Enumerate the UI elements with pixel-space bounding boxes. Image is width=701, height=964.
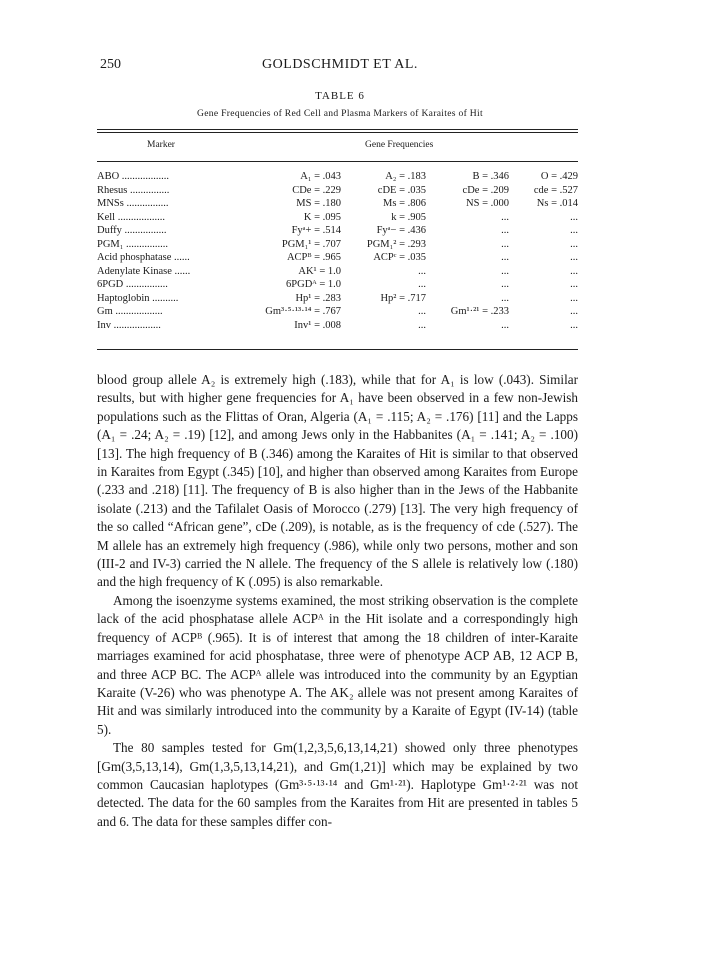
table-row bbox=[97, 184, 578, 198]
frequency-cell: B = .346 bbox=[472, 171, 509, 182]
frequency-cell: A₁ = .043 bbox=[300, 171, 341, 182]
frequency-cell: cDE = .035 bbox=[377, 184, 426, 196]
frequency-cell: ... bbox=[570, 292, 578, 304]
frequency-cell: 6PGDᴬ = 1.0 bbox=[286, 279, 341, 290]
marker-cell: Kell .................. bbox=[97, 211, 165, 223]
frequency-cell: ... bbox=[501, 279, 509, 290]
frequency-cell: ... bbox=[570, 319, 578, 331]
paragraph-3: The 80 samples tested for Gm(1,2,3,5,6,13,14,21) showed only three phenotypes [Gm(3,5,13,14), Gm(1,3,5,13,14,21), and Gm(1,21)] which may be explained by two common Caucasian haplotypes (Gm³·⁵·¹³·¹⁴ and Gm¹·²¹). Haplotype Gm¹·²·²¹ was not detected. The data for the 60 samples from the Karaites from Hit are presented in tables 5 and 6. The data for these samples differ con- bbox=[97, 740, 578, 829]
frequency-cell: Fyᵃ− = .436 bbox=[376, 225, 426, 236]
frequency-cell: AK¹ = 1.0 bbox=[298, 265, 341, 277]
frequency-cell: PGM₁¹ = .707 bbox=[281, 238, 341, 250]
frequency-cell: Gm¹·²¹ = .233 bbox=[450, 306, 509, 317]
table-row bbox=[97, 197, 578, 211]
frequency-cell: ... bbox=[418, 265, 426, 277]
marker-cell: Rhesus ............... bbox=[97, 184, 170, 196]
marker-cell: Haptoglobin .......... bbox=[97, 292, 179, 304]
marker-cell: ABO .................. bbox=[97, 171, 170, 182]
marker-cell: PGM₁ ................ bbox=[97, 238, 169, 250]
page-header bbox=[100, 57, 580, 77]
marker-cell: Adenylate Kinase ...... bbox=[97, 265, 191, 277]
frequency-cell: MS = .180 bbox=[296, 198, 341, 209]
marker-cell: MNSs ................ bbox=[97, 198, 169, 209]
table-row bbox=[97, 251, 578, 265]
marker-cell: Duffy ................ bbox=[97, 225, 167, 236]
table-top-rule-2 bbox=[97, 132, 578, 133]
column-header-gene-frequencies: Gene Frequencies bbox=[365, 140, 434, 150]
paragraph-2: Among the isoenzyme systems examined, the most striking observation is the complete lack of the acid phosphatase allele ACPᴬ in the Hit isolate and a correspondingly high frequency of ACPᴮ (.965). It is of interest that among the 18 children of inter-Karaite marriages examined for acid phosphatase, three were of phenotype ACP AB, 12 ACP B, and three ACP BC. The ACPᴬ allele was introduced into the community by an Egyptian Karaite (V-26) who was phenotype A. The AK₂ allele was not present among Karaites of Hit and was similarly introduced into the community by a Karaite of Egypt (IV-14) (table 5). bbox=[97, 592, 578, 737]
frequency-cell: ... bbox=[570, 252, 578, 263]
table-row bbox=[97, 265, 578, 279]
frequency-cell: Fyᵃ+ = .514 bbox=[291, 225, 341, 236]
marker-cell: 6PGD ................ bbox=[97, 279, 168, 290]
frequency-cell: k = .905 bbox=[391, 211, 426, 223]
frequency-cell: ... bbox=[570, 265, 578, 277]
table-row bbox=[97, 278, 578, 292]
frequency-cell: ... bbox=[570, 211, 578, 223]
frequency-cell: K = .095 bbox=[303, 211, 341, 223]
frequency-cell: cde = .527 bbox=[533, 184, 578, 196]
table-label: TABLE 6 bbox=[315, 90, 365, 102]
table-row bbox=[97, 238, 578, 252]
frequency-cell: O = .429 bbox=[540, 171, 578, 182]
frequency-cell: ... bbox=[418, 319, 426, 331]
table-header-rule bbox=[97, 161, 578, 162]
frequency-cell: CDe = .229 bbox=[292, 184, 341, 196]
frequency-cell: ACPᶜ = .035 bbox=[373, 252, 426, 263]
frequency-cell: A₂ = .183 bbox=[385, 171, 426, 182]
marker-cell: Acid phosphatase ...... bbox=[97, 252, 190, 263]
table-top-rule bbox=[97, 129, 578, 130]
frequency-cell: ... bbox=[418, 279, 426, 290]
frequency-cell: Hp¹ = .283 bbox=[295, 292, 341, 304]
frequency-cell: ... bbox=[501, 252, 509, 263]
table-bottom-rule bbox=[97, 349, 578, 350]
frequency-cell: ... bbox=[501, 211, 509, 223]
frequency-cell: ... bbox=[501, 225, 509, 236]
gene-frequency-table bbox=[97, 170, 578, 332]
frequency-cell: ... bbox=[501, 292, 509, 304]
frequency-cell: ... bbox=[501, 319, 509, 331]
frequency-cell: Ns = .014 bbox=[536, 198, 578, 209]
column-header-marker: Marker bbox=[147, 140, 175, 150]
table-row bbox=[97, 305, 578, 319]
frequency-cell: Ms = .806 bbox=[383, 198, 426, 209]
running-head: GOLDSCHMIDT ET AL. bbox=[262, 57, 418, 72]
frequency-cell: cDe = .209 bbox=[462, 184, 509, 196]
frequency-cell: Gm³·⁵·¹³·¹⁴ = .767 bbox=[265, 306, 341, 317]
frequency-cell: ... bbox=[418, 306, 426, 317]
table-row bbox=[97, 224, 578, 238]
frequency-cell: NS = .000 bbox=[466, 198, 509, 209]
table-caption: Gene Frequencies of Red Cell and Plasma Markers of Karaites of Hit bbox=[197, 108, 483, 119]
table-row bbox=[97, 211, 578, 225]
frequency-cell: ... bbox=[570, 279, 578, 290]
frequency-cell: ... bbox=[501, 238, 509, 250]
frequency-cell: PGM₁² = .293 bbox=[366, 238, 426, 250]
frequency-cell: ... bbox=[570, 238, 578, 250]
frequency-cell: Hp² = .717 bbox=[380, 292, 426, 304]
marker-cell: Gm .................. bbox=[97, 306, 163, 317]
marker-cell: Inv .................. bbox=[97, 319, 161, 331]
table-row bbox=[97, 170, 578, 184]
frequency-cell: ... bbox=[570, 225, 578, 236]
page-number: 250 bbox=[100, 57, 121, 72]
frequency-cell: ACPᴮ = .965 bbox=[286, 252, 341, 263]
frequency-cell: ... bbox=[501, 265, 509, 277]
paragraph-1: blood group allele A₂ is extremely high (.183), while that for A₁ is low (.043). Similar results, but with higher gene frequencies for A₁ have been observed in a few non-Jewish populations such as the Flittas of Oran, Algeria (A₁ = .115; A₂ = .176) [11] and the Lapps (A₁ = .24; A₂ = .19) [12], and among Jews only in the Habbanites (A₁ = .141; A₂ = .100) [13]. The high frequency of B (.346) among the Karaites of Hit is similar to that observed in Karaites from Egypt (.345) [10], and higher than observed among Karaites from Europe (.233 and .218) [11]. The frequency of B is also higher than in the Jews of the Habbanite isolate (.213) and the Tafilalet Oasis of Morocco (.279) [13]. The very high frequency of the so called “African gene”, cDe (.209), is notable, as is the frequency of cde (.527). The M allele has an extremely high frequency (.986), while only two persons, mother and son (III-2 and IV-3) carried the N allele. The frequency of the S allele is relatively low (.180) and the high frequency of K (.095) is also remarkable. bbox=[97, 372, 578, 590]
frequency-cell: ... bbox=[570, 306, 578, 317]
frequency-cell: Inv¹ = .008 bbox=[294, 319, 341, 331]
body-text bbox=[97, 371, 578, 831]
table-row bbox=[97, 319, 578, 333]
table-row bbox=[97, 292, 578, 306]
